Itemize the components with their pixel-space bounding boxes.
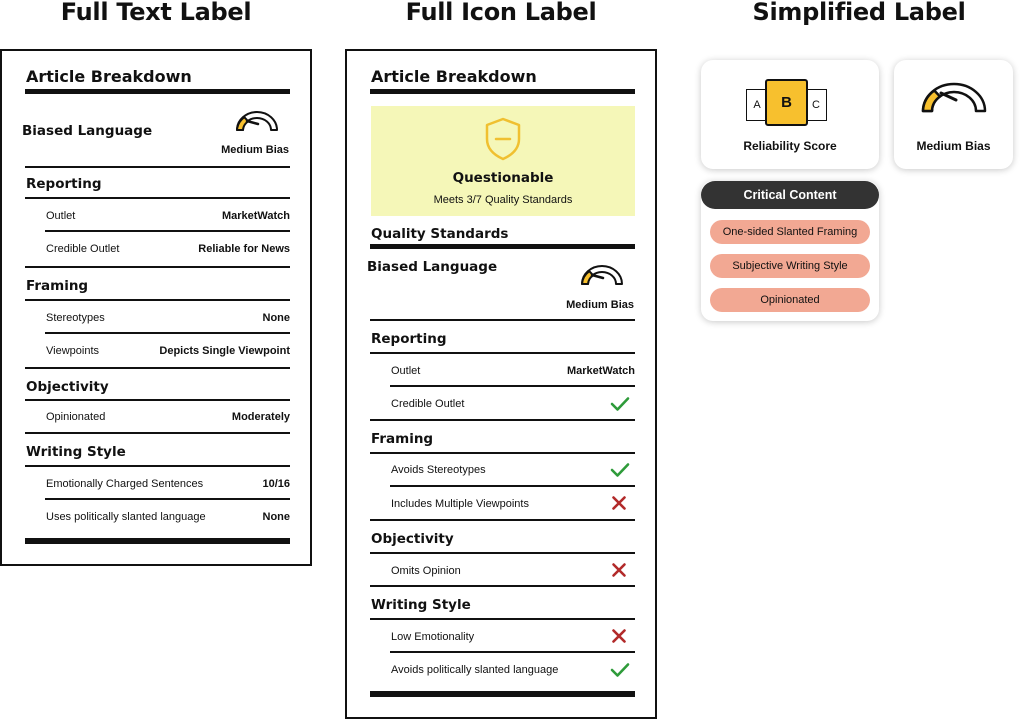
row-value-viewpoints: Depicts Single Viewpoint <box>159 345 290 357</box>
quality-status: Questionable <box>452 170 554 186</box>
flag-pill: One-sided Slanted Framing <box>710 220 870 244</box>
gauge-icon <box>918 78 990 116</box>
section-writing-style: Writing Style <box>26 444 126 460</box>
icon-label-title: Article Breakdown <box>371 67 537 86</box>
divider <box>370 585 635 587</box>
footer-rule <box>25 538 290 544</box>
row-label-credible-outlet: Credible Outlet <box>391 398 465 410</box>
gauge-icon <box>233 108 281 134</box>
divider <box>25 197 290 199</box>
row-label-credible-outlet: Credible Outlet <box>46 243 120 255</box>
check-icon <box>610 462 630 478</box>
grade-right: C <box>805 89 827 121</box>
check-icon <box>610 396 630 412</box>
divider <box>370 452 635 454</box>
medium-bias-caption: Medium Bias <box>916 139 991 153</box>
footer-rule <box>370 691 635 697</box>
row-label-viewpoints: Viewpoints <box>46 345 99 357</box>
divider <box>370 419 635 421</box>
row-value-credible-outlet: Reliable for News <box>198 243 290 255</box>
divider <box>25 266 290 268</box>
divider <box>45 230 290 232</box>
divider <box>25 432 290 434</box>
row-value-outlet: MarketWatch <box>221 210 290 222</box>
bias-level: Medium Bias <box>566 299 634 311</box>
simplified-label-heading: Simplified Label <box>752 0 966 26</box>
section-framing: Framing <box>371 431 434 447</box>
grade-current: B <box>765 79 808 126</box>
divider <box>390 485 635 487</box>
row-label-avoids-slanted-language: Avoids politically slanted language <box>391 664 559 676</box>
title-rule <box>25 89 290 94</box>
critical-content-heading: Critical Content <box>701 181 879 209</box>
divider <box>370 319 635 321</box>
section-reporting: Reporting <box>26 176 102 192</box>
divider <box>25 399 290 401</box>
divider <box>370 618 635 620</box>
row-label-emotionally-charged: Emotionally Charged Sentences <box>46 478 204 490</box>
divider <box>370 352 635 354</box>
divider <box>25 166 290 168</box>
section-objectivity: Objectivity <box>371 531 454 547</box>
standards-rule <box>370 244 635 249</box>
text-label-title: Article Breakdown <box>26 67 192 86</box>
section-reporting: Reporting <box>371 331 447 347</box>
row-label-multiple-viewpoints: Includes Multiple Viewpoints <box>391 498 529 510</box>
cross-icon <box>611 628 627 644</box>
reliability-caption: Reliability Score <box>743 139 837 153</box>
check-icon <box>610 662 630 678</box>
gauge-icon <box>578 262 626 288</box>
row-label-opinionated: Opinionated <box>46 411 106 423</box>
row-label-omits-opinion: Omits Opinion <box>391 565 461 577</box>
row-label-outlet: Outlet <box>391 365 421 377</box>
biased-language-heading: Biased Language <box>367 259 498 275</box>
cross-icon <box>611 562 627 578</box>
row-label-avoids-stereotypes: Avoids Stereotypes <box>391 464 486 476</box>
quality-standards-heading: Quality Standards <box>371 226 509 242</box>
row-label-slanted-language: Uses politically slanted language <box>46 511 206 523</box>
quality-detail: Meets 3/7 Quality Standards <box>433 194 573 206</box>
divider <box>25 367 290 369</box>
flag-pill: Opinionated <box>710 288 870 312</box>
shield-icon <box>483 116 523 162</box>
divider <box>25 465 290 467</box>
full-icon-label-heading: Full Icon Label <box>405 0 597 26</box>
section-objectivity: Objectivity <box>26 379 109 395</box>
row-value-slanted-language: None <box>262 511 290 523</box>
divider <box>45 498 290 500</box>
row-value-opinionated: Moderately <box>231 411 290 423</box>
cross-icon <box>611 495 627 511</box>
row-label-outlet: Outlet <box>46 210 76 222</box>
grade-left: A <box>746 89 768 121</box>
row-label-stereotypes: Stereotypes <box>46 312 105 324</box>
divider <box>370 519 635 521</box>
row-value-outlet: MarketWatch <box>566 365 635 377</box>
divider <box>390 385 635 387</box>
divider <box>370 552 635 554</box>
row-value-stereotypes: None <box>262 312 290 324</box>
row-value-emotionally-charged: 10/16 <box>262 478 290 490</box>
row-label-low-emotionality: Low Emotionality <box>391 631 475 643</box>
flag-pill: Subjective Writing Style <box>710 254 870 278</box>
full-text-label-heading: Full Text Label <box>60 0 252 26</box>
divider <box>390 651 635 653</box>
bias-level: Medium Bias <box>221 144 289 156</box>
section-framing: Framing <box>26 278 89 294</box>
divider <box>25 299 290 301</box>
title-rule <box>370 89 635 94</box>
biased-language-heading: Biased Language <box>22 123 153 139</box>
section-writing-style: Writing Style <box>371 597 471 613</box>
divider <box>45 332 290 334</box>
